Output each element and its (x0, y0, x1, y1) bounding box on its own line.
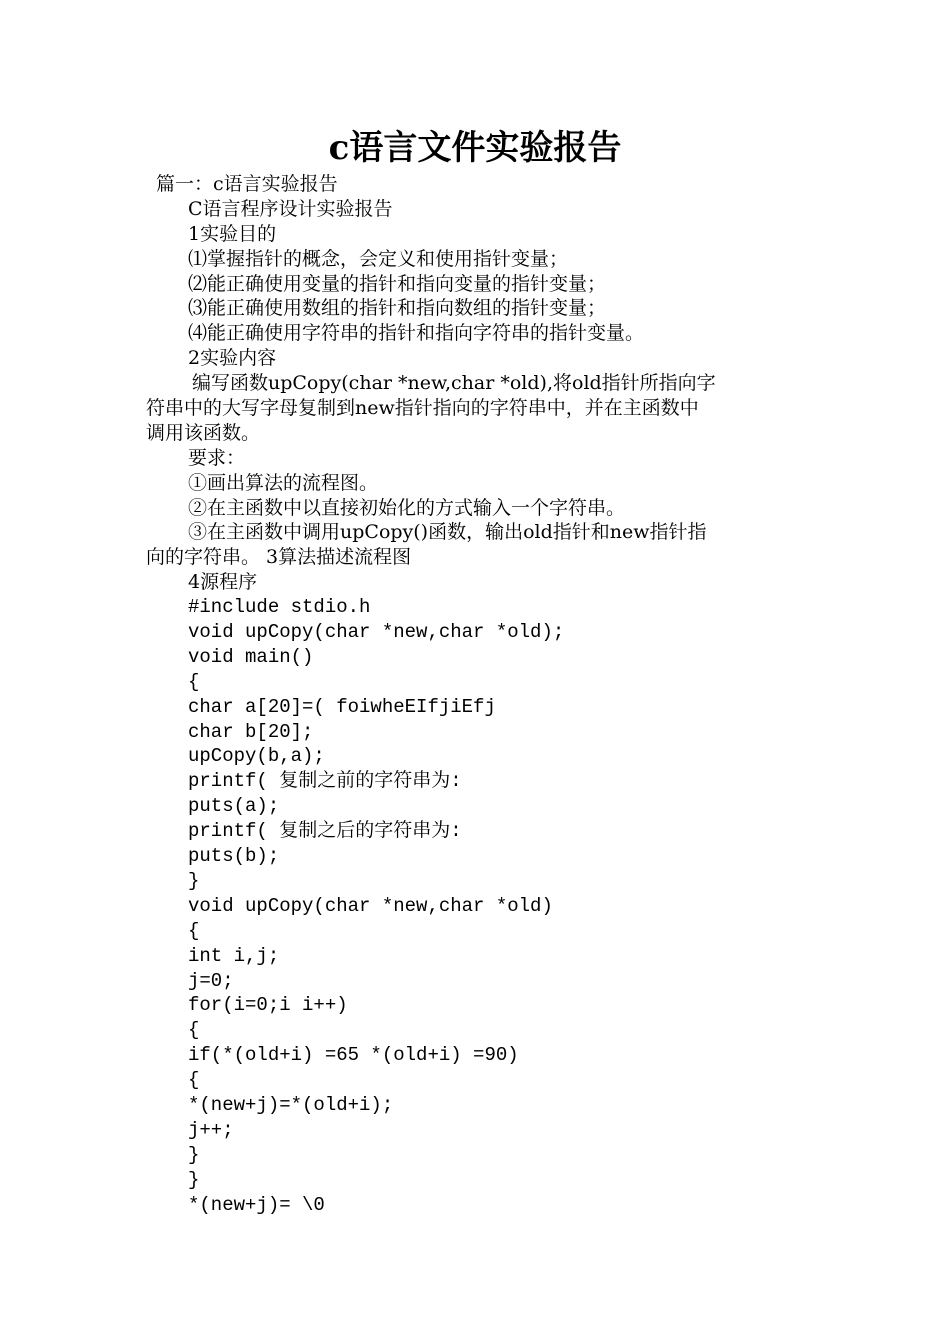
requirement-3-line-1: ③在主函数中调用upCopy()函数，输出old指针和new指针指 (188, 521, 707, 544)
code-line: void main() (188, 645, 314, 668)
code-line: puts(a); (188, 795, 280, 818)
document-title: c语言文件实验报告 (328, 128, 622, 168)
code-line: j=0; (188, 969, 234, 992)
code-line: printf( 复制之前的字符串为: (188, 770, 462, 793)
requirement-3-line-2: 向的字符串。 3算法描述流程图 (146, 546, 412, 569)
requirement-1: ①画出算法的流程图。 (188, 471, 379, 494)
requirements-label: 要求： (188, 446, 246, 469)
code-line: j++; (188, 1118, 234, 1141)
code-line: puts(b); (188, 845, 280, 868)
purpose-item-4: ⑷能正确使用字符串的指针和指向字符串的指针变量。 (188, 322, 645, 345)
content-paragraph-line-3: 调用该函数。 (146, 421, 261, 444)
code-line: } (188, 869, 200, 892)
code-line: { (188, 1069, 200, 1092)
code-line: } (188, 1168, 200, 1191)
section-heading-purpose: 1实验目的 (188, 222, 277, 245)
section-heading-source: 4源程序 (188, 571, 258, 594)
document-body (146, 172, 812, 1217)
source-code-block (146, 595, 812, 1217)
content-paragraph-line-2: 符串中的大写字母复制到new指针指向的字符串中，并在主函数中 (146, 397, 699, 420)
code-line: char a[20]=( foiwheEIfjiEfj (188, 695, 496, 718)
requirement-2: ②在主函数中以直接初始化的方式输入一个字符串。 (188, 496, 626, 519)
purpose-item-2: ⑵能正确使用变量的指针和指向变量的指针变量； (188, 272, 607, 295)
code-line: *(new+j)=*(old+i); (188, 1093, 394, 1116)
code-line: #include stdio.h (188, 596, 371, 619)
code-line: { (188, 1019, 200, 1042)
code-line: for(i=0;i i++) (188, 994, 348, 1017)
code-line: if(*(old+i) =65 *(old+i) =90) (188, 1044, 519, 1067)
code-line: upCopy(b,a); (188, 745, 325, 768)
code-line: { (188, 919, 200, 942)
code-line: int i,j; (188, 944, 280, 967)
content-paragraph-line-1: 编写函数upCopy(char *new,char *old),将old指针所指向字 (192, 372, 716, 395)
purpose-item-1: ⑴掌握指针的概念，会定义和使用指针变量； (188, 247, 569, 270)
code-line: printf( 复制之后的字符串为: (188, 820, 462, 843)
purpose-item-3: ⑶能正确使用数组的指针和指向数组的指针变量； (188, 297, 607, 320)
code-line: { (188, 670, 200, 693)
section-heading-content: 2实验内容 (188, 347, 277, 370)
code-line: char b[20]; (188, 720, 314, 743)
section-heading: 篇一：c语言实验报告 (156, 173, 338, 195)
code-line: void upCopy(char *new,char *old); (188, 621, 565, 644)
report-subtitle: C语言程序设计实验报告 (188, 197, 393, 220)
code-line: *(new+j)= \0 (188, 1193, 325, 1216)
code-line: void upCopy(char *new,char *old) (188, 894, 553, 917)
code-line: } (188, 1143, 200, 1166)
